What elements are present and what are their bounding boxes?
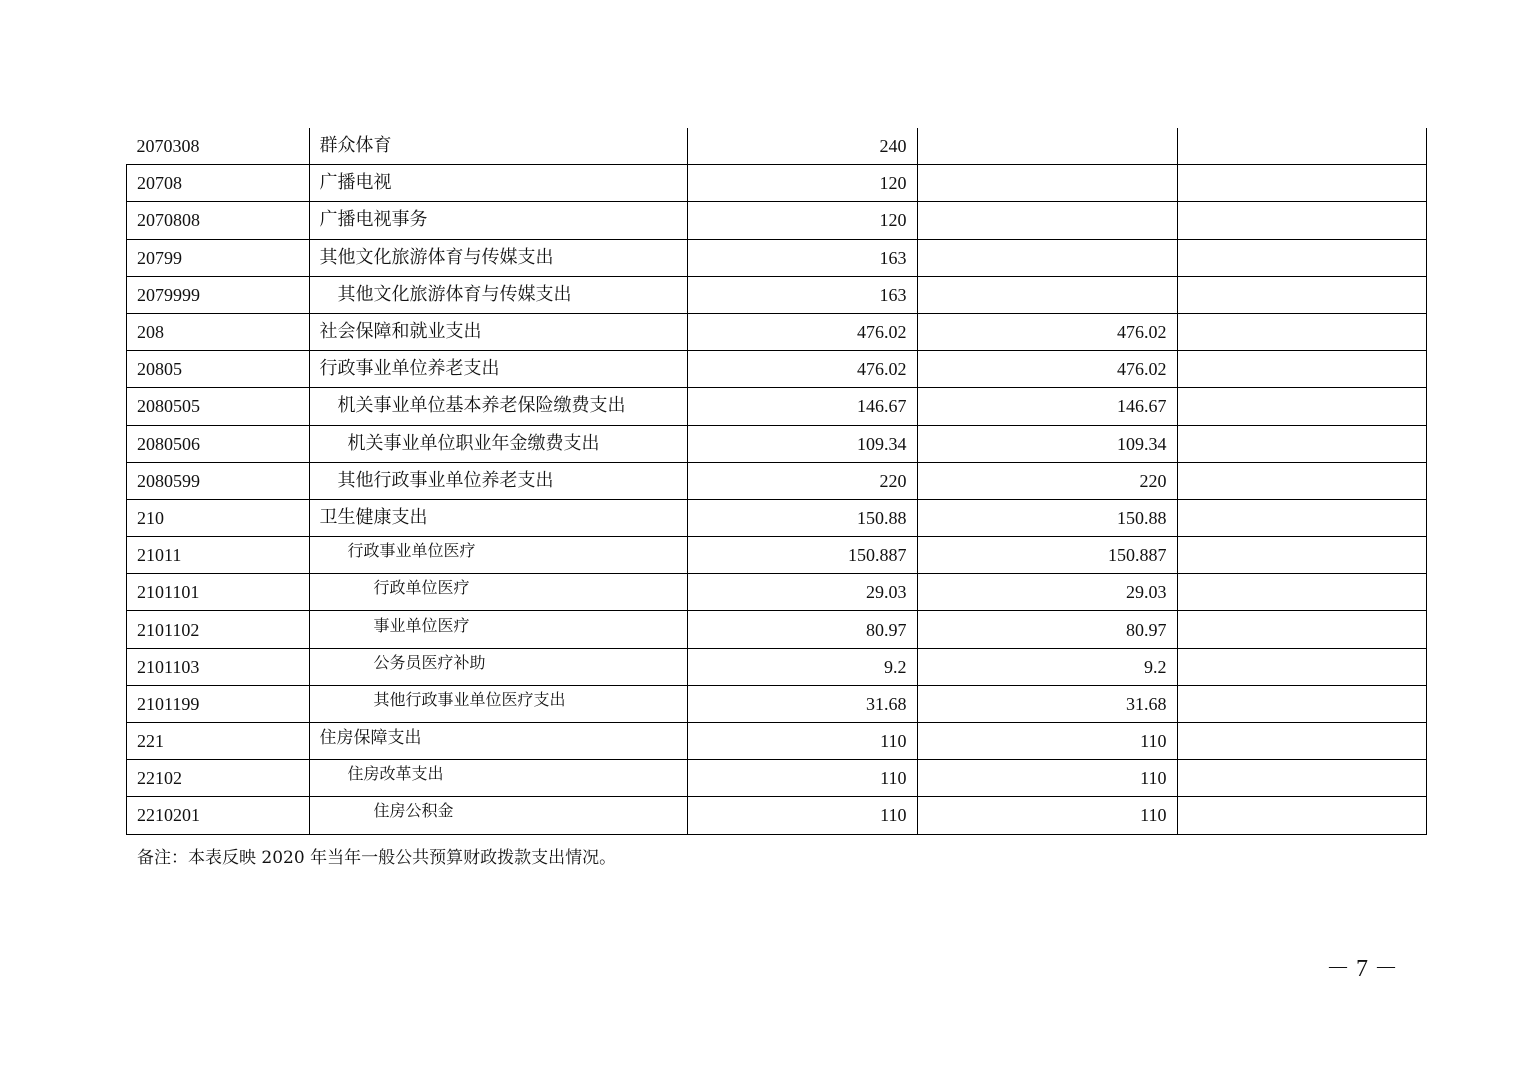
cell-basic-amount: 110 [917,760,1177,797]
cell-subject-name [309,239,687,276]
table-row [127,760,1427,797]
cell-subject-code: 21011 [127,537,310,574]
cell-subject-name [309,462,687,499]
cell-subject-code: 210 [127,499,310,536]
cell-subject-name [309,760,687,797]
subject-name-text: 其他文化旅游体育与传媒支出 [337,283,572,305]
cell-subject-code: 2101103 [127,648,310,685]
subject-name-text: 住房公积金 [373,801,454,821]
table-row [127,462,1427,499]
cell-subject-name [309,128,687,165]
cell-project-amount [1177,648,1426,685]
cell-basic-amount: 9.2 [917,648,1177,685]
subject-name-text: 其他文化旅游体育与传媒支出 [319,246,554,268]
table-row [127,797,1427,834]
cell-subject-code: 221 [127,723,310,760]
cell-project-amount [1177,574,1426,611]
subject-name-text: 住房改革支出 [347,764,444,784]
table-row [127,165,1427,202]
cell-basic-amount [917,165,1177,202]
cell-project-amount [1177,239,1426,276]
table-row [127,685,1427,722]
cell-basic-amount [917,128,1177,165]
cell-total-amount: 110 [687,723,917,760]
table-row [127,351,1427,388]
cell-subject-code: 20799 [127,239,310,276]
subject-name-text: 群众体育 [319,135,392,157]
subject-name-text: 公务员医疗补助 [373,652,486,672]
cell-total-amount: 150.887 [687,537,917,574]
cell-subject-name [309,313,687,350]
cell-subject-name [309,723,687,760]
cell-basic-amount: 476.02 [917,313,1177,350]
subject-name-text: 其他行政事业单位医疗支出 [373,689,566,709]
subject-name-text: 事业单位医疗 [373,615,470,635]
cell-subject-name [309,574,687,611]
cell-project-amount [1177,425,1426,462]
cell-basic-amount: 476.02 [917,351,1177,388]
cell-basic-amount: 80.97 [917,611,1177,648]
cell-total-amount: 220 [687,462,917,499]
cell-project-amount [1177,351,1426,388]
cell-subject-name [309,499,687,536]
cell-subject-code: 2080599 [127,462,310,499]
subject-name-text: 广播电视事务 [319,209,428,231]
cell-total-amount: 29.03 [687,574,917,611]
cell-subject-code: 2080505 [127,388,310,425]
table-row [127,574,1427,611]
cell-project-amount [1177,611,1426,648]
cell-total-amount: 120 [687,202,917,239]
cell-project-amount [1177,388,1426,425]
subject-name-text: 广播电视 [319,172,392,194]
cell-subject-code: 2101199 [127,685,310,722]
cell-basic-amount: 220 [917,462,1177,499]
subject-name-text: 其他行政事业单位养老支出 [337,469,554,491]
cell-total-amount: 476.02 [687,351,917,388]
expenditure-table [126,128,1427,835]
subject-name-text: 机关事业单位基本养老保险缴费支出 [337,395,626,417]
cell-basic-amount: 110 [917,797,1177,834]
cell-project-amount [1177,537,1426,574]
cell-basic-amount: 110 [917,723,1177,760]
cell-total-amount: 240 [687,128,917,165]
cell-total-amount: 110 [687,797,917,834]
cell-project-amount [1177,723,1426,760]
cell-total-amount: 120 [687,165,917,202]
cell-total-amount: 163 [687,239,917,276]
cell-basic-amount: 150.887 [917,537,1177,574]
table-row [127,425,1427,462]
cell-total-amount: 80.97 [687,611,917,648]
subject-name-text: 卫生健康支出 [319,506,428,528]
page-number: － 7 － [1326,956,1398,982]
table-row [127,128,1427,165]
cell-basic-amount: 29.03 [917,574,1177,611]
cell-project-amount [1177,760,1426,797]
subject-name-text: 行政事业单位养老支出 [319,358,500,380]
table-row [127,239,1427,276]
cell-project-amount [1177,685,1426,722]
cell-total-amount: 476.02 [687,313,917,350]
cell-subject-name [309,388,687,425]
cell-basic-amount: 109.34 [917,425,1177,462]
cell-subject-code: 2080506 [127,425,310,462]
cell-basic-amount: 31.68 [917,685,1177,722]
cell-subject-name [309,797,687,834]
cell-project-amount [1177,276,1426,313]
cell-project-amount [1177,128,1426,165]
cell-total-amount: 150.88 [687,499,917,536]
table-row [127,611,1427,648]
cell-project-amount [1177,462,1426,499]
cell-subject-name [309,351,687,388]
cell-total-amount: 9.2 [687,648,917,685]
cell-basic-amount [917,239,1177,276]
table-row [127,537,1427,574]
cell-total-amount: 163 [687,276,917,313]
cell-subject-code: 20708 [127,165,310,202]
cell-total-amount: 31.68 [687,685,917,722]
cell-total-amount: 146.67 [687,388,917,425]
cell-basic-amount [917,202,1177,239]
cell-basic-amount [917,276,1177,313]
cell-subject-code: 22102 [127,760,310,797]
cell-subject-code: 208 [127,313,310,350]
cell-subject-name [309,611,687,648]
subject-name-text: 行政事业单位医疗 [347,541,476,561]
cell-project-amount [1177,202,1426,239]
table-row [127,388,1427,425]
cell-subject-name [309,425,687,462]
cell-subject-name [309,537,687,574]
cell-subject-name [309,276,687,313]
cell-subject-code: 20805 [127,351,310,388]
cell-project-amount [1177,797,1426,834]
cell-basic-amount: 146.67 [917,388,1177,425]
subject-name-text: 住房保障支出 [319,728,422,749]
cell-subject-code: 2070808 [127,202,310,239]
table-row [127,648,1427,685]
table-row [127,202,1427,239]
cell-subject-name [309,648,687,685]
cell-subject-name [309,202,687,239]
cell-subject-code: 2210201 [127,797,310,834]
table-row [127,499,1427,536]
cell-subject-code: 2079999 [127,276,310,313]
cell-subject-code: 2101102 [127,611,310,648]
cell-project-amount [1177,165,1426,202]
table-body [127,128,1427,834]
table-footnote: 备注：本表反映 2020 年当年一般公共预算财政拨款支出情况。 [137,848,617,868]
cell-subject-name [309,165,687,202]
subject-name-text: 社会保障和就业支出 [319,321,482,343]
cell-project-amount [1177,499,1426,536]
cell-total-amount: 110 [687,760,917,797]
cell-project-amount [1177,313,1426,350]
cell-basic-amount: 150.88 [917,499,1177,536]
subject-name-text: 机关事业单位职业年金缴费支出 [347,432,600,454]
table-row [127,313,1427,350]
subject-name-text: 行政单位医疗 [373,578,470,598]
table-row [127,723,1427,760]
table-row [127,276,1427,313]
cell-subject-code: 2070308 [127,128,310,165]
cell-subject-name [309,685,687,722]
cell-total-amount: 109.34 [687,425,917,462]
cell-subject-code: 2101101 [127,574,310,611]
